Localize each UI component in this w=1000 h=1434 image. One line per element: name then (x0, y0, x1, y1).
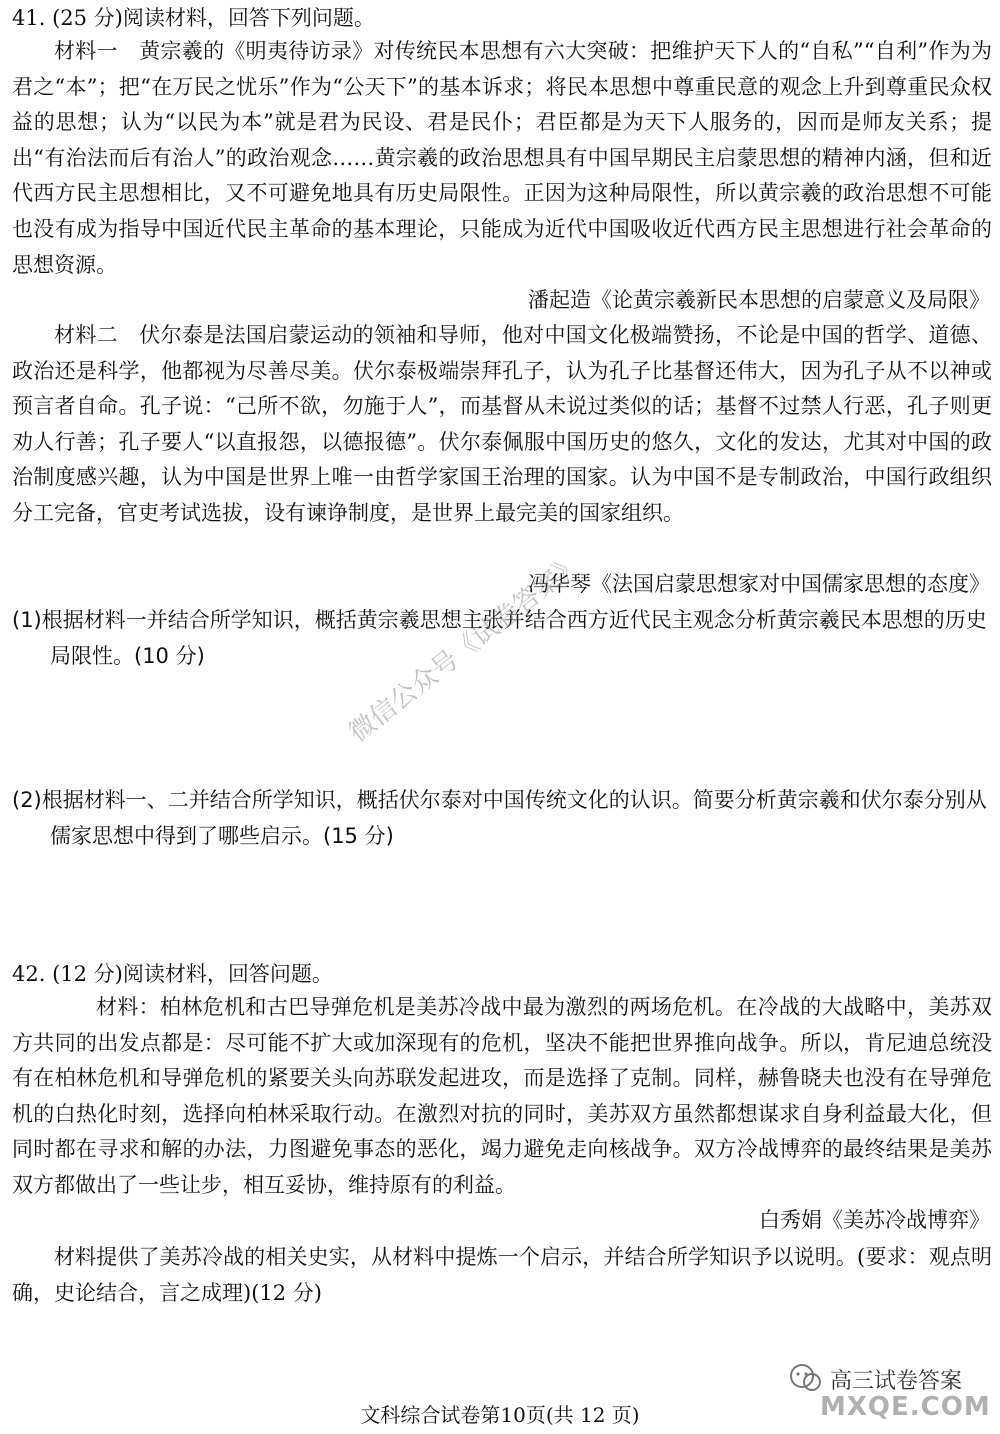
q42-heading: 42. (12 分)阅读材料，回答问题。 (12, 962, 333, 986)
q41-subquestion-2-text: (2)根据材料一、二并结合所学知识，概括伏尔泰对中国传统文化的认识。简要分析黄宗羲和伏尔泰分别从儒家思想中得到了哪些启示。(15 分) (12, 788, 987, 848)
q42-task: 材料提供了美苏冷战的相关史实，从材料中提炼一个启示，并结合所学知识予以说明。(要求：观点明确，史论结合，言之成理)(12 分) (12, 1245, 992, 1305)
page-footer: 文科综合试卷第10页(共 12 页) (360, 1403, 640, 1427)
q41-material-2: 材料二 伏尔泰是法国启蒙运动的领袖和导师，他对中国文化极端赞扬，不论是中国的哲学、道德、政治还是科学，他都视为尽善尽美。伏尔泰极端崇拜孔子，认为孔子比基督还伟大，因为孔子从不以神或预言者自命。孔子说：“己所不欲，勿施于人”，而基督从未说过类似的话；基督不过禁人行恶，孔子则更劝人行善；孔子要人“以直报怨，以德报德”。伏尔泰佩服中国历史的悠久，文化的发达，尤其对中国的政治制度感兴趣，认为中国是世界上唯一由哲学家国王治理的国家。认为中国不是专制政治，中国行政组织分工完备，官吏考试选拔，设有谏诤制度，是世界上最完美的国家组织。 (12, 323, 992, 525)
q42-source: 白秀娟《美苏冷战博弈》 (759, 1208, 990, 1232)
q42-material: 材料：柏林危机和古巴导弹危机是美苏冷战中最为激烈的两场危机。在冷战的大战略中，美苏双方共同的出发点都是：尽可能不扩大或加深现有的危机，坚决不能把世界推向战争。所以，肯尼迪总统没有在柏林危机和导弹危机的紧要关头向苏联发起进攻，而是选择了克制。同样，赫鲁晓夫也没有在导弹危机的白热化时刻，选择向柏林采取行动。在激烈对抗的同时，美苏双方虽然都想谋求自身利益最大化，但同时都在寻求和解的办法，力图避免事态的恶化，竭力避免走向核战争。双方冷战博弈的最终结果是美苏双方都做出了一些让步，相互妥协，维持原有的利益。 (12, 995, 992, 1197)
q41-subquestion-2 (12, 782, 992, 854)
q41-source-1: 潘起造《论黄宗羲新民本思想的启蒙意义及局限》 (528, 288, 990, 312)
q41-material-1: 材料一 黄宗羲的《明夷待访录》对传统民本思想有六大突破：把维护天下人的“自私”“自利”作为为君之“本”；把“在万民之忧乐”作为“公天下”的基本诉求；将民本思想中尊重民意的观念上升到尊重民众权益的思想；认为“以民为本”就是君为民设、君是民仆；君臣都是为天下人服务的，因而是师友关系；提出“有治法而后有治人”的政治观念……黄宗羲的政治思想具有中国早期民主启蒙思想的精神内涵，但和近代西方民主思想相比，又不可避免地具有历史局限性。正因为这种局限性，所以黄宗羲的政治思想不可能也没有成为指导中国近代民主革命的基本理论，只能成为近代中国吸收近代西方民主思想进行社会革命的思想资源。 (12, 39, 992, 277)
q41-source-2: 冯华琴《法国启蒙思想家对中国儒家思想的态度》 (528, 572, 990, 596)
logo-subtext: MXQE.COM (820, 1392, 991, 1422)
logo-text: 高三试卷答案 (830, 1369, 963, 1394)
watermark-text: 微信公众号《试卷答案》 (343, 548, 588, 749)
q41-subquestion-1-text: (1)根据材料一并结合所学知识，概括黄宗羲思想主张并结合西方近代民主观念分析黄宗羲民本思想的历史局限性。(10 分) (12, 608, 987, 668)
q41-heading: 41. (25 分)阅读材料，回答下列问题。 (12, 6, 375, 30)
